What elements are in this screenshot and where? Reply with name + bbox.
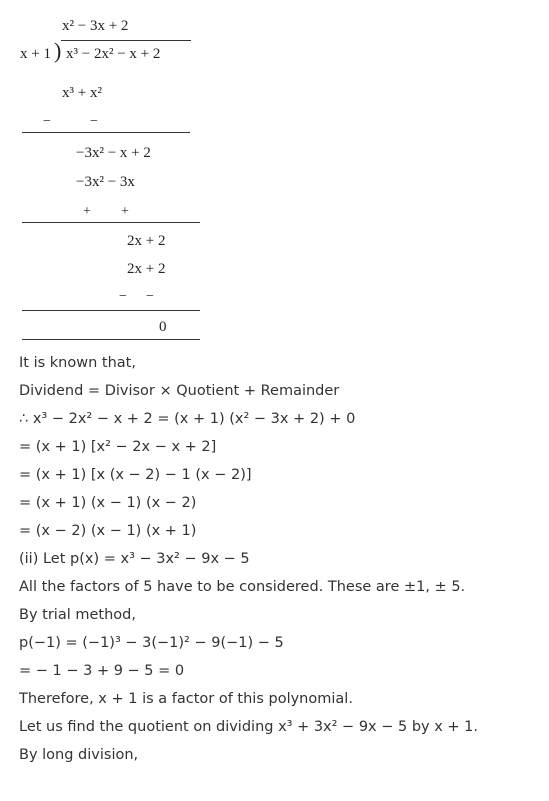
- step1-result: −3x² − x + 2: [76, 145, 151, 161]
- step2-subtrahend: −3x² − 3x: [76, 174, 135, 190]
- step2-result: 2x + 2: [127, 233, 166, 249]
- final-rule: [22, 339, 200, 340]
- dividend: x³ − 2x² − x + 2: [66, 46, 161, 62]
- divisor: x + 1: [20, 46, 51, 62]
- step1-rule: [22, 132, 190, 133]
- text-line-2: Dividend = Divisor × Quotient + Remainder: [19, 383, 340, 399]
- step3-sign-2: −: [146, 289, 154, 304]
- text-line-15: By long division,: [19, 747, 139, 763]
- step2-sign-2: +: [121, 204, 129, 219]
- text-line-1: It is known that,: [19, 355, 136, 371]
- division-bar: [61, 40, 191, 41]
- text-line-6: = (x + 1) (x − 1) (x − 2): [19, 495, 197, 511]
- text-line-11: p(−1) = (−1)³ − 3(−1)² − 9(−1) − 5: [19, 635, 284, 651]
- step2-rule: [22, 222, 200, 223]
- text-line-7: = (x − 2) (x − 1) (x + 1): [19, 523, 197, 539]
- step1-subtrahend: x³ + x²: [62, 85, 102, 101]
- text-line-5: = (x + 1) [x (x − 2) − 1 (x − 2)]: [19, 467, 252, 483]
- text-line-10: By trial method,: [19, 607, 136, 623]
- step2-sign-1: +: [83, 204, 91, 219]
- text-line-14: Let us find the quotient on dividing x³ + 3x² − 9x − 5 by x + 1.: [19, 719, 479, 735]
- step3-subtrahend: 2x + 2: [127, 261, 166, 277]
- remainder: 0: [159, 319, 167, 335]
- step1-sign-1: −: [43, 114, 51, 129]
- text-line-8: (ii) Let p(x) = x³ − 3x² − 9x − 5: [19, 551, 250, 567]
- step3-rule: [22, 310, 200, 311]
- quotient: x² − 3x + 2: [62, 18, 129, 34]
- text-line-13: Therefore, x + 1 is a factor of this polynomial.: [19, 691, 353, 707]
- text-line-4: = (x + 1) [x² − 2x − x + 2]: [19, 439, 217, 455]
- division-bracket: ): [54, 38, 62, 63]
- text-line-12: = − 1 − 3 + 9 − 5 = 0: [19, 663, 185, 679]
- step1-sign-2: −: [90, 114, 98, 129]
- step3-sign-1: −: [119, 289, 127, 304]
- text-line-9: All the factors of 5 have to be considered. These are ±1, ± 5.: [19, 579, 466, 595]
- text-line-3: ∴ x³ − 2x² − x + 2 = (x + 1) (x² − 3x + 2) + 0: [19, 411, 356, 427]
